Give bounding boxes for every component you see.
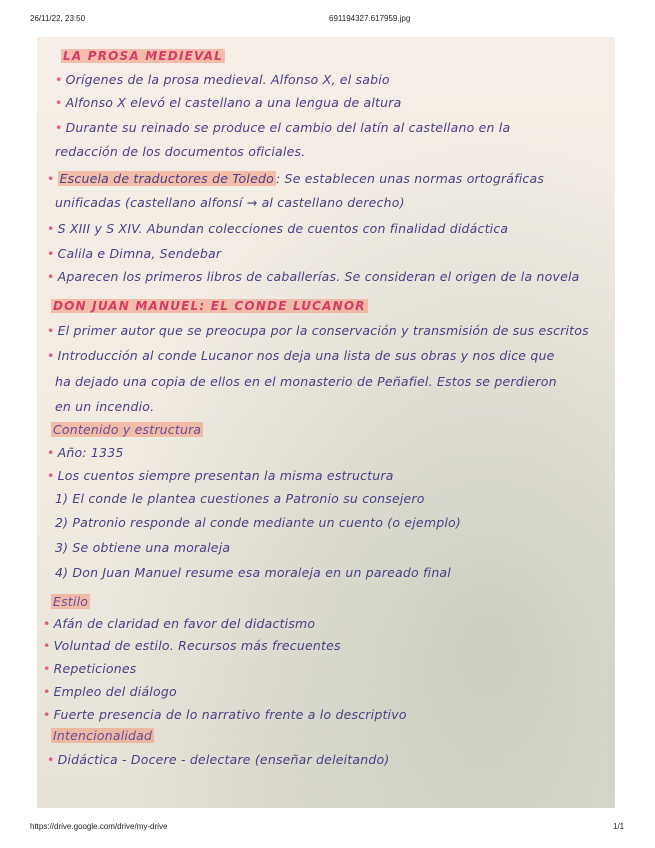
bullet-icon: • <box>47 752 55 767</box>
note-text: Durante su reinado se produce el cambio del latín al castellano en la <box>65 120 511 135</box>
notebook-page <box>37 37 615 808</box>
note-line <box>47 246 221 261</box>
bullet-icon: • <box>47 269 55 284</box>
note-text: S XIII y S XIV. Abundan colecciones de cuentos con finalidad didáctica <box>57 221 509 236</box>
note-text: Introducción al conde Lucanor nos deja una lista de sus obras y nos dice que <box>57 348 555 363</box>
bullet-icon: • <box>47 323 55 338</box>
numbered-item <box>55 491 425 506</box>
note-line <box>43 707 407 722</box>
section-heading-text: DON JUAN MANUEL: EL CONDE LUCANOR <box>53 299 366 313</box>
note-text: ha dejado una copia de ellos en el monasterio de Peñafiel. Estos se perdieron <box>55 374 557 389</box>
print-header-datetime: 26/11/22, 23:50 <box>30 14 86 23</box>
numbered-item <box>55 515 461 530</box>
note-text: Didáctica - Docere - delectare (enseñar deleitando) <box>57 752 390 767</box>
numbered-item <box>55 565 451 580</box>
note-line-cont <box>55 399 154 414</box>
note-line <box>47 221 508 236</box>
note-line <box>55 72 390 87</box>
bullet-icon: • <box>43 616 51 631</box>
note-text: Los cuentos siempre presentan la misma estructura <box>57 468 394 483</box>
note-text: unificadas (castellano alfonsí → al castellano derecho) <box>55 195 405 210</box>
bullet-icon: • <box>47 445 55 460</box>
note-text: Orígenes de la prosa medieval. Alfonso X, el sabio <box>65 72 390 87</box>
note-text: 2) Patronio responde al conde mediante un cuento (o ejemplo) <box>55 515 461 530</box>
note-text: Fuerte presencia de lo narrativo frente a lo descriptivo <box>53 707 407 722</box>
bullet-icon: • <box>55 72 63 87</box>
note-line <box>43 661 136 676</box>
note-line-cont <box>55 144 305 159</box>
subheading-text: Estilo <box>53 594 89 609</box>
note-line-cont <box>55 374 557 389</box>
note-text: Voluntad de estilo. Recursos más frecuentes <box>53 638 341 653</box>
bullet-icon: • <box>47 348 55 363</box>
note-line <box>47 468 394 483</box>
print-header-filename: 691194327.617959.jpg <box>329 14 411 23</box>
note-text: en un incendio. <box>55 399 155 414</box>
note-line <box>43 638 341 653</box>
subheading <box>51 422 203 437</box>
bullet-icon: • <box>43 707 51 722</box>
bullet-icon: • <box>43 638 51 653</box>
bullet-icon: • <box>43 684 51 699</box>
note-line <box>47 348 555 363</box>
note-line <box>43 616 315 631</box>
note-line <box>47 752 389 767</box>
note-text: Año: 1335 <box>57 445 124 460</box>
note-text: : Se establecen unas normas ortográficas <box>275 171 545 186</box>
note-text: El primer autor que se preocupa por la conservación y transmisión de sus escritos <box>57 323 589 338</box>
bullet-icon: • <box>55 120 63 135</box>
bullet-icon: • <box>47 171 55 186</box>
note-text: Alfonso X elevó el castellano a una lengua de altura <box>65 95 402 110</box>
note-text: Afán de claridad en favor del didactismo <box>53 616 316 631</box>
title <box>61 49 225 63</box>
note-text: Empleo del diálogo <box>53 684 177 699</box>
subheading <box>51 728 154 743</box>
note-text: Repeticiones <box>53 661 137 676</box>
subheading-text: Contenido y estructura <box>53 422 202 437</box>
highlight-text: Escuela de traductores de Toledo <box>59 171 274 186</box>
note-line <box>55 120 510 135</box>
note-text: Calila e Dimna, Sendebar <box>57 246 222 261</box>
print-footer-page: 1/1 <box>613 822 625 831</box>
subheading <box>51 594 90 609</box>
note-text: 1) El conde le plantea cuestiones a Patronio su consejero <box>55 491 425 506</box>
bullet-icon: • <box>47 468 55 483</box>
note-line <box>47 171 544 186</box>
note-text: redacción de los documentos oficiales. <box>55 144 306 159</box>
note-line <box>47 445 124 460</box>
note-line-cont <box>55 195 405 210</box>
bullet-icon: • <box>55 95 63 110</box>
note-line <box>47 269 580 284</box>
title-text: LA PROSA MEDIEVAL <box>63 49 224 63</box>
bullet-icon: • <box>47 246 55 261</box>
note-line <box>43 684 177 699</box>
bullet-icon: • <box>43 661 51 676</box>
note-text: Aparecen los primeros libros de caballerías. Se consideran el origen de la novela <box>57 269 580 284</box>
note-line <box>47 323 589 338</box>
note-text: 3) Se obtiene una moraleja <box>55 540 231 555</box>
section-heading <box>51 299 368 313</box>
note-text: 4) Don Juan Manuel resume esa moraleja en un pareado final <box>55 565 451 580</box>
print-footer-url: https://drive.google.com/drive/my-drive <box>30 822 168 831</box>
note-line <box>55 95 401 110</box>
bullet-icon: • <box>47 221 55 236</box>
numbered-item <box>55 540 230 555</box>
subheading-text: Intencionalidad <box>53 728 153 743</box>
